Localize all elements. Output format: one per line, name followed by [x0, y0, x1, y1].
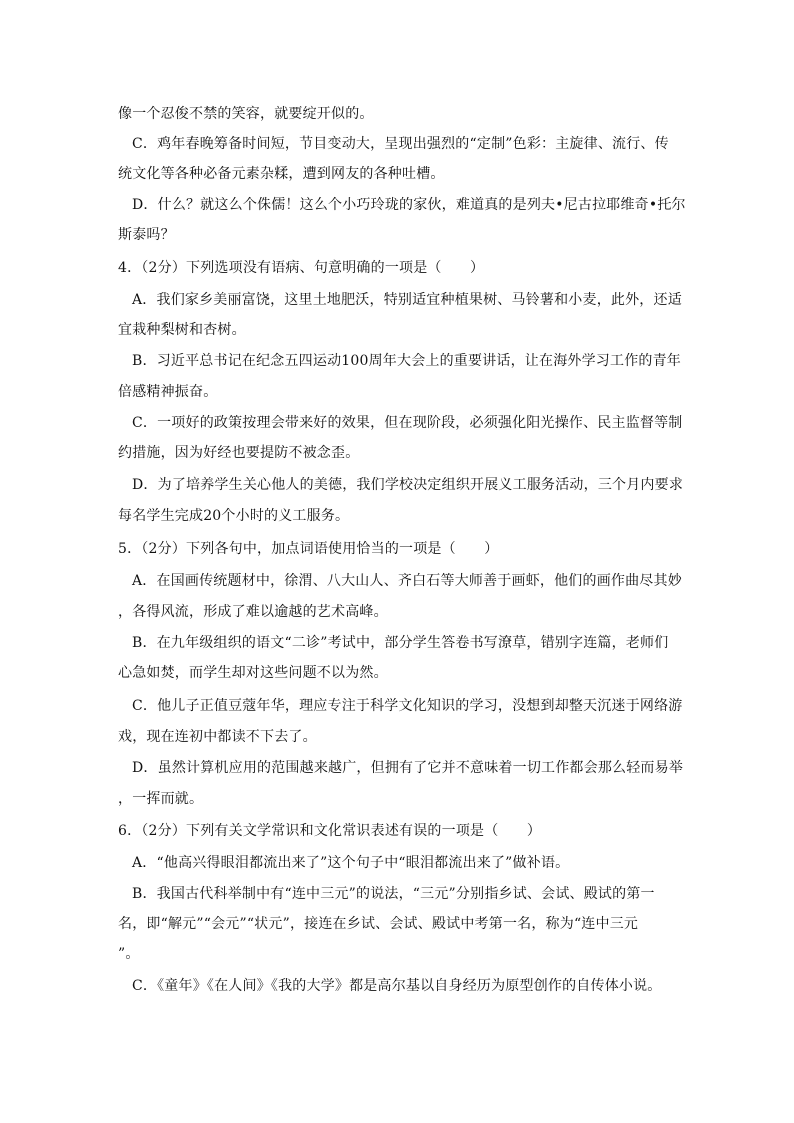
text-line: 约措施，因为好经也要提防不被念歪。	[118, 445, 360, 461]
text-line: 戏，现在连初中都读不下去了。	[118, 729, 317, 745]
option-a-line: A．在国画传统题材中，徐渭、八大山人、齐白石等大师善于画虾，他们的画作曲尽其妙	[132, 573, 682, 589]
option-b-line: B．在九年级组织的语文“二诊”考试中，部分学生答卷书写潦草，错别字连篇，老师们	[132, 635, 669, 651]
text-line: 倍感精神振奋。	[118, 384, 218, 400]
option-c-line: C．他儿子正值豆蔻年华，理应专注于科学文化知识的学习，没想到却整天沉迷于网络游	[132, 698, 683, 714]
option-a-line: A．“他高兴得眼泪都流出来了”这个句子中“眼泪都流出来了”做补语。	[132, 855, 570, 871]
option-b-line: B．我国古代科举制中有“连中三元”的说法，“三元”分别指乡试、会试、殿试的第一	[132, 886, 655, 902]
text-line: 统文化等各种必备元素杂糅，遭到网友的各种吐槽。	[118, 166, 445, 182]
question-4-title: 4．（2分）下列选项没有语病、句意明确的一项是（ ）	[118, 260, 485, 276]
text-line: 心急如焚，而学生却对这些问题不以为然。	[118, 665, 388, 681]
option-d-line: D．为了培养学生关心他人的美德，我们学校决定组织开展义工服务活动，三个月内要求	[132, 477, 684, 493]
option-c-line: C．鸡年春晚筹备时间短，节目变动大，呈现出强烈的“定制”色彩：主旋律、流行、传	[132, 136, 669, 152]
text-line: ，各得风流，形成了难以逾越的艺术高峰。	[118, 604, 388, 620]
text-line: ，一挥而就。	[118, 791, 204, 807]
text-line: 名，即“解元”“会元”“状元”，接连在乡试、会试、殿试中考第一名，称为“连中三元	[118, 916, 639, 932]
option-a-line: A．我们家乡美丽富饶，这里土地肥沃，特别适宜种植果树、马铃薯和小麦，此外，还适	[132, 292, 682, 308]
text-line: 像一个忍俊不禁的笑容，就要绽开似的。	[118, 106, 374, 122]
option-c-line: C．《童年》《在人间》《我的大学》都是高尔基以自身经历为原型创作的自传体小说。	[132, 978, 662, 994]
text-line: 斯泰吗？	[118, 227, 175, 243]
question-5-title: 5．（2分）下列各句中，加点词语使用恰当的一项是（ ）	[118, 541, 499, 557]
text-line: 每名学生完成20个小时的义工服务。	[118, 508, 350, 524]
option-d-line: D．什么？就这么个侏儒！这么个小巧玲珑的家伙，难道真的是列夫•尼古拉耶维奇•托尔	[132, 197, 686, 213]
text-line: 宜栽种梨树和杏树。	[118, 322, 246, 338]
option-b-line: B．习近平总书记在纪念五四运动100周年大会上的重要讲话，让在海外学习工作的青年	[132, 353, 682, 369]
question-6-title: 6．（2分）下列有关文学常识和文化常识表述有误的一项是（ ）	[118, 823, 542, 839]
option-c-line: C．一项好的政策按理会带来好的效果，但在现阶段，必须强化阳光操作、民主监督等制	[132, 415, 683, 431]
option-d-line: D．虽然计算机应用的范围越来越广，但拥有了它并不意味着一切工作都会那么轻而易举	[132, 760, 684, 776]
text-line: ”。	[118, 946, 140, 962]
